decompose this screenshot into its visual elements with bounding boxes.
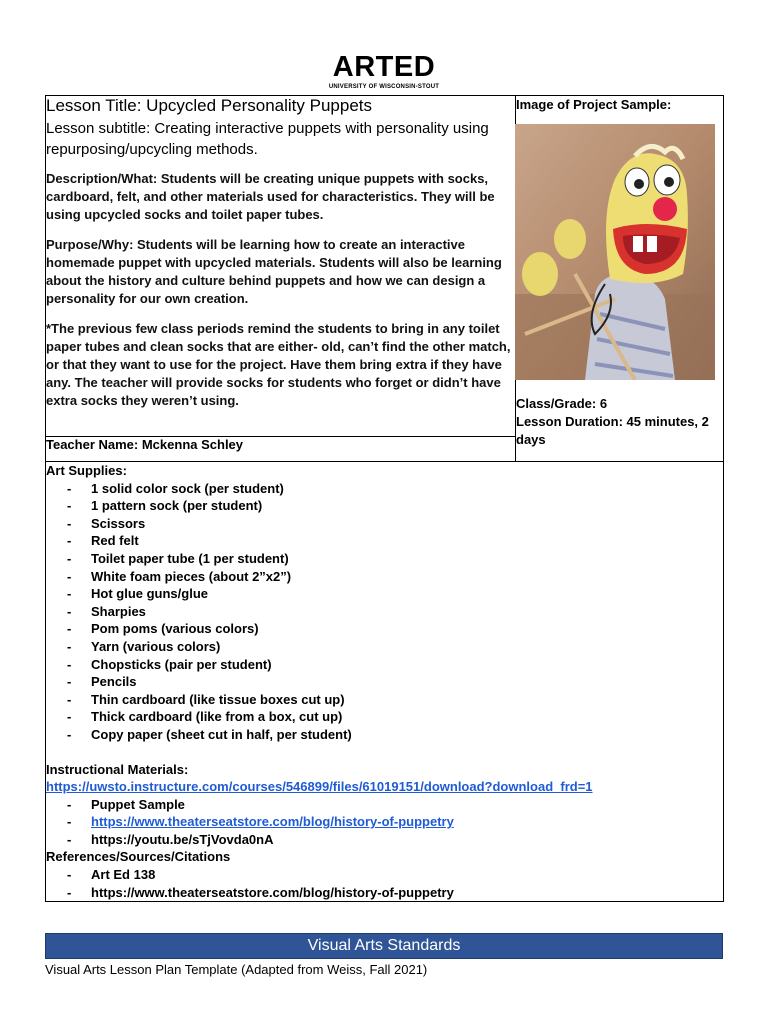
footer-text: Visual Arts Lesson Plan Template (Adapted from Weiss, Fall 2021) <box>45 962 428 977</box>
supplies-list <box>46 480 723 744</box>
list-item: - Copy paper (sheet cut in half, per student) <box>46 726 723 744</box>
list-item: - Chopsticks (pair per student) <box>46 656 723 674</box>
materials-cell <box>46 462 724 902</box>
list-item: - Red felt <box>46 532 723 550</box>
logo-title: ARTED <box>332 51 436 83</box>
instructional-heading: Instructional Materials: <box>46 761 189 777</box>
list-item: - Scissors <box>46 515 723 533</box>
list-item: - Pencils <box>46 673 723 691</box>
logo-subtitle: UNIVERSITY OF WISCONSIN-STOUT <box>328 84 440 90</box>
list-item: - Toilet paper tube (1 per student) <box>46 550 723 568</box>
project-sample-cell <box>516 96 724 462</box>
puppet-photo <box>515 124 715 380</box>
arted-logo <box>0 52 768 90</box>
lesson-purpose: Purpose/Why: Students will be learning how to create an interactive homemade puppet with upcycled materials. Students will also be learning about the history and culture behind puppets and how we can design a personality for our own creation. <box>46 237 502 306</box>
list-item: - Art Ed 138 <box>46 866 723 884</box>
puppetry-history-link[interactable]: https://www.theaterseatstore.com/blog/history-of-puppetry <box>91 814 454 830</box>
lesson-title: Lesson Title: Upcycled Personality Puppets <box>46 96 373 115</box>
list-item <box>46 813 723 831</box>
image-label: Image of Project Sample: <box>516 97 672 112</box>
list-item: - https://www.theaterseatstore.com/blog/history-of-puppetry <box>46 884 723 902</box>
supplies-heading: Art Supplies: <box>46 463 127 478</box>
list-item: - Hot glue guns/glue <box>46 585 723 603</box>
lesson-info-cell <box>46 96 516 437</box>
list-item: - Puppet Sample <box>46 796 723 814</box>
teacher-name: Teacher Name: Mckenna Schley <box>46 437 516 462</box>
instructional-list <box>46 796 723 849</box>
list-item: - https://youtu.be/sTjVovda0nA <box>46 831 723 849</box>
list-item: - Thick cardboard (like from a box, cut up) <box>46 708 723 726</box>
course-file-link[interactable]: https://uwsto.instructure.com/courses/546899/files/61019151/download?download_frd=1 <box>46 779 593 795</box>
list-item: - 1 solid color sock (per student) <box>46 480 723 498</box>
lesson-note: *The previous few class periods remind the students to bring in any toilet paper tubes and clean socks that are either- old, can’t find the other match, or that they want to use for the project. Have them bring extra if they have any. The teacher will provide socks for students who forget or didn’t have extra socks they weren’t using. <box>46 321 511 408</box>
visual-arts-standards-bar: Visual Arts Standards <box>45 933 723 959</box>
references-heading: References/Sources/Citations <box>46 849 231 865</box>
lesson-subtitle: Lesson subtitle: Creating interactive puppets with personality using repurposing/upcycling methods. <box>46 120 489 158</box>
list-item: - Yarn (various colors) <box>46 638 723 656</box>
references-list <box>46 866 723 901</box>
list-item: - Sharpies <box>46 603 723 621</box>
list-item: - Thin cardboard (like tissue boxes cut up) <box>46 691 723 709</box>
lesson-description: Description/What: Students will be creating unique puppets with socks, cardboard, felt, and other materials used for characteristics. They will be using upcycled socks and toilet paper tubes. <box>46 171 495 222</box>
list-item: - 1 pattern sock (per student) <box>46 497 723 515</box>
class-grade: Class/Grade: 6 <box>516 396 608 411</box>
list-item: - White foam pieces (about 2”x2”) <box>46 568 723 586</box>
lesson-duration: Lesson Duration: 45 minutes, 2 days <box>516 414 709 447</box>
list-item: - Pom poms (various colors) <box>46 620 723 638</box>
lesson-plan-table <box>45 95 724 902</box>
